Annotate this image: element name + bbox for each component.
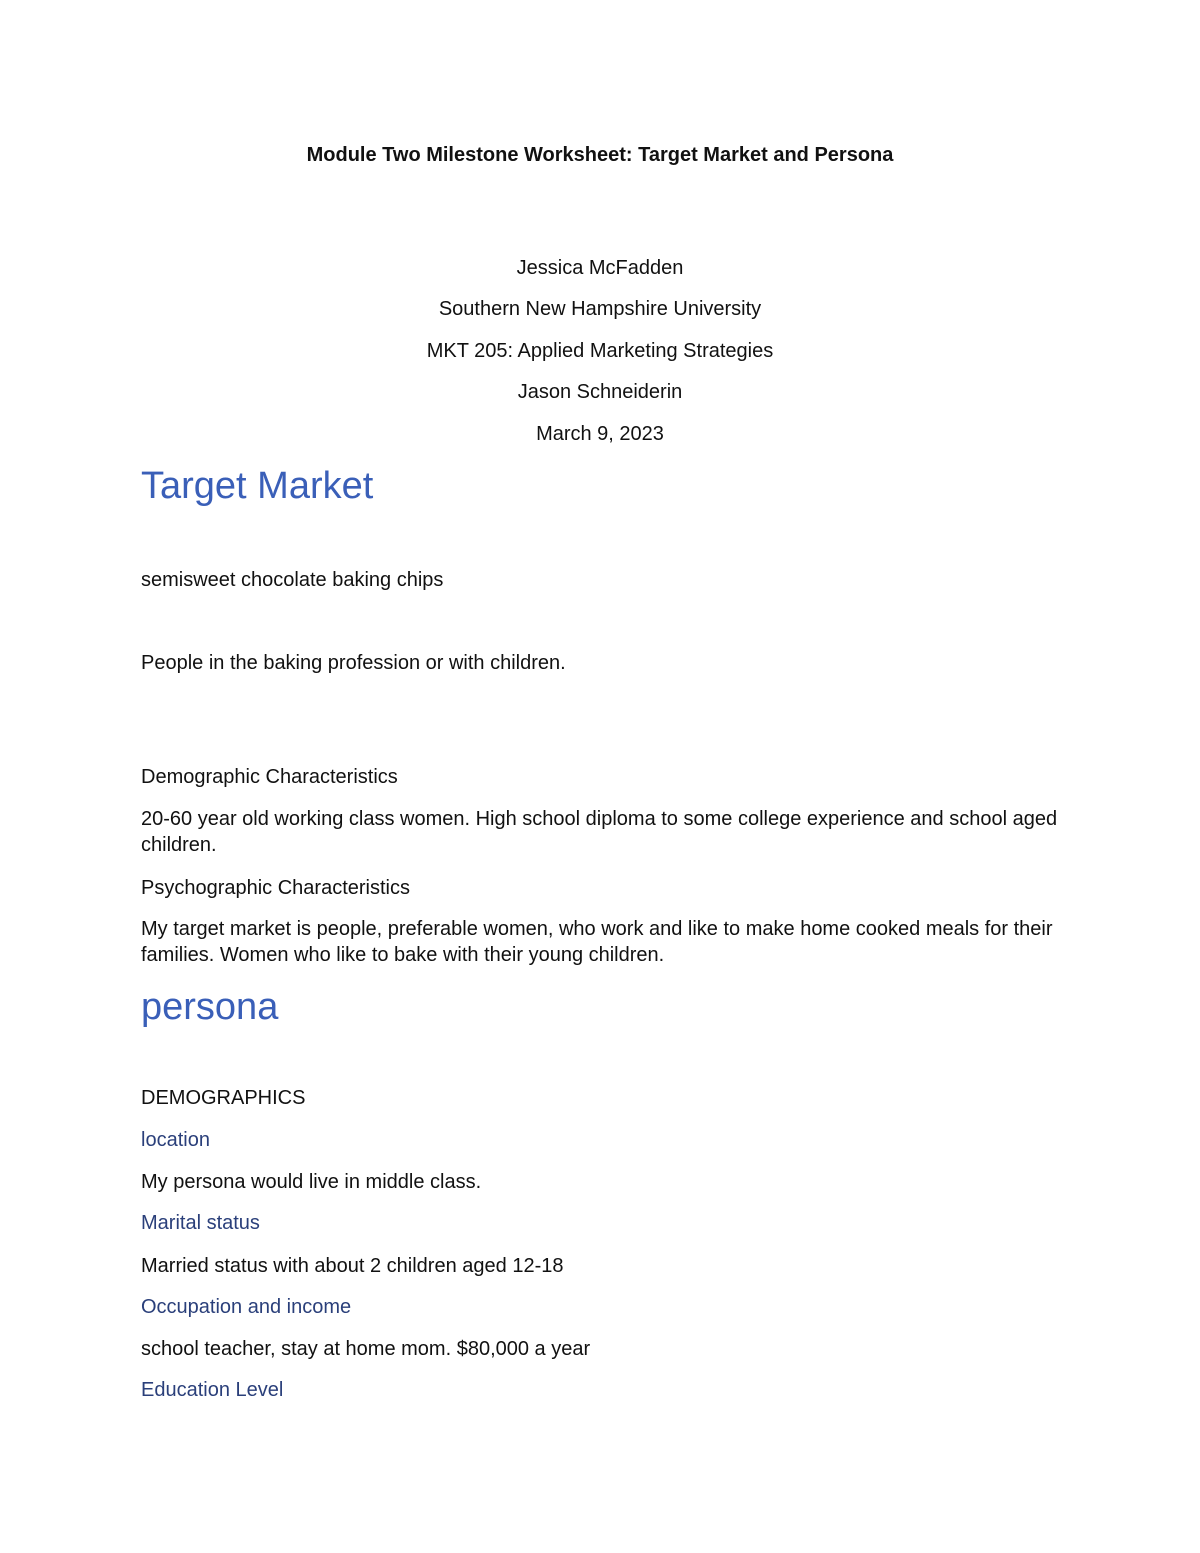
audience-text: People in the baking profession or with children. xyxy=(141,652,566,674)
document-title: Module Two Milestone Worksheet: Target Market and Persona xyxy=(306,144,894,166)
institution-name: Southern New Hampshire University xyxy=(438,298,762,320)
occupation-text: school teacher, stay at home mom. $80,000 a year xyxy=(141,1338,591,1360)
location-text: My persona would live in middle class. xyxy=(141,1171,482,1193)
marital-status-text: Married status with about 2 children aged 12-18 xyxy=(141,1255,564,1277)
demographic-text: 20-60 year old working class women. High school diploma to some college experience and school aged children. xyxy=(141,808,1058,856)
demographic-label: Demographic Characteristics xyxy=(141,766,398,788)
persona-heading: persona xyxy=(141,986,279,1028)
occupation-label: Occupation and income xyxy=(141,1296,352,1318)
course-name: MKT 205: Applied Marketing Strategies xyxy=(426,340,774,362)
target-market-heading: Target Market xyxy=(141,465,374,507)
document-date: March 9, 2023 xyxy=(536,423,664,445)
product-text: semisweet chocolate baking chips xyxy=(141,569,444,591)
psychographic-label: Psychographic Characteristics xyxy=(141,877,410,899)
education-label: Education Level xyxy=(141,1379,284,1401)
location-label: location xyxy=(141,1129,210,1151)
instructor-name: Jason Schneiderin xyxy=(517,381,683,403)
psychographic-text: My target market is people, preferable women, who work and like to make home cooked meals for their families. Women who like to bake with their young children. xyxy=(141,918,1053,966)
demographics-label: DEMOGRAPHICS xyxy=(141,1087,306,1109)
author-name: Jessica McFadden xyxy=(516,257,684,279)
marital-status-label: Marital status xyxy=(141,1212,260,1234)
